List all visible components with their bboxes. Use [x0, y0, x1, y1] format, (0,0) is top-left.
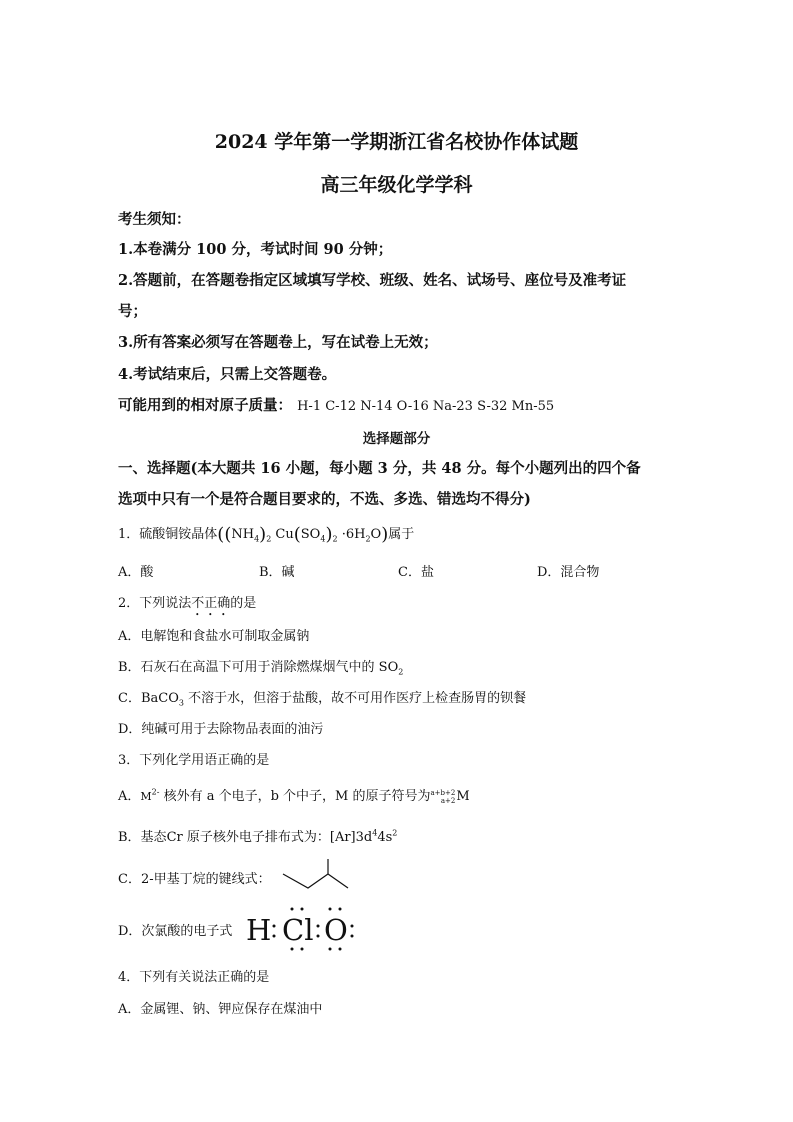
- lewis-H: H: [246, 913, 272, 947]
- q3-option-b-el: Cr: [166, 830, 183, 845]
- q3-option-a-nuclide: [431, 789, 456, 805]
- skeletal-main-chain: [283, 874, 348, 888]
- q2-option-a: A．电解饱和食盐水可制取金属钠: [118, 629, 310, 644]
- q3-option-b-conf: [Ar]3d: [329, 830, 373, 845]
- hypochlorous-lewis-structure: [246, 906, 358, 950]
- q3-option-b-b: 原子核外电子排布式为：: [182, 830, 330, 845]
- q2-option-d: D．纯碱可用于去除物品表面的油污: [118, 722, 324, 737]
- q3-option-a-symbol: M: [456, 789, 470, 804]
- atomic-mass-line: [118, 394, 554, 415]
- atomic-mass-label: 可能用到的相对原子质量：: [118, 397, 292, 414]
- q2-stem-emphasis: 不正确: [191, 596, 231, 611]
- section-heading: 选择题部分: [362, 431, 431, 447]
- lewis-O: O: [324, 913, 348, 947]
- notice-heading: 考生须知：: [118, 211, 191, 228]
- notice-item-2-cont: 号；: [118, 303, 147, 320]
- atomic-mass-values: H-1 C-12 N-14 O-16 Na-23 S-32 Mn-55: [297, 399, 555, 414]
- q4-stem: 4．下列有关说法正确的是: [118, 970, 270, 985]
- lewis-Cl: Cl: [282, 913, 314, 947]
- q3-option-b-s1: 4: [372, 828, 378, 838]
- q1-option-b: B．碱: [259, 565, 295, 580]
- dot: [273, 925, 276, 928]
- notice-item-4: 4.考试结束后，只需上交答题卷。: [118, 366, 337, 383]
- exam-subtitle: 高三年级化学学科: [320, 174, 473, 196]
- dot: [291, 948, 294, 951]
- q3-option-a-mass: a+b+2: [430, 788, 456, 797]
- q2-option-b-sub: 2: [398, 667, 404, 677]
- q1-formula: ($(NH_4)_2$ $Cu(SO_4)_2 \cdot 6H_2O$): [217, 524, 389, 545]
- q1-stem: [118, 523, 414, 545]
- q3-option-b-s2: 2: [392, 828, 398, 838]
- notice-item-1: 1.本卷满分 100 分，考试时间 90 分钟；: [118, 241, 393, 258]
- exam-title: 2024 学年第一学期浙江省名校协作体试题: [214, 131, 579, 153]
- dot: [317, 925, 320, 928]
- notice-item-2: 2.答题前，在答题卷指定区域填写学校、班级、姓名、试场号、座位号及准考证: [118, 272, 627, 289]
- q1-option-d: D．混合物: [537, 565, 600, 580]
- q3-option-b-a: B．基态: [118, 830, 167, 845]
- q1-prefix: 1．硫酸铜铵晶体: [118, 527, 218, 542]
- dot: [301, 908, 304, 911]
- q2-stem: [118, 592, 256, 619]
- q2-option-c-b: 不溶于水，但溶于盐酸，故不可用作医疗上检查肠胃的钡餐: [183, 691, 527, 706]
- notice-item-3: 3.所有答案必须写在答题卷上，写在试卷上无效；: [118, 334, 438, 351]
- q1-option-c: C．盐: [398, 565, 434, 580]
- q3-option-a-ion: M: [140, 790, 152, 803]
- section-intro-2: 选项中只有一个是符合题目要求的，不选、多选、错选均不得分): [118, 491, 531, 508]
- q3-option-b-conf2: 4s: [377, 830, 393, 845]
- q2-stem-a: 2．下列说法: [118, 596, 192, 611]
- skeletal-formula-2-methylbutane: [280, 858, 360, 894]
- dot: [339, 908, 342, 911]
- section-intro-1: 一、选择题(本大题共 16 小题，每小题 3 分，共 48 分。每个小题列出的四个备: [118, 460, 641, 477]
- dot: [351, 935, 354, 938]
- q3-option-a-text: 核外有 a 个电子，b 个中子，M 的原子符号为: [159, 789, 431, 804]
- lewis-dots: [246, 906, 358, 952]
- q3-option-a-charge: 2-: [151, 787, 160, 797]
- dot: [317, 935, 320, 938]
- dot: [291, 908, 294, 911]
- q3-stem: 3．下列化学用语正确的是: [118, 753, 270, 768]
- q2-option-c-a: C．BaCO: [118, 691, 179, 706]
- q2-option-b-text: B．石灰石在高温下可用于消除燃煤烟气中的 SO: [118, 660, 399, 675]
- q3-option-a: [118, 785, 470, 805]
- q1-suffix: 属于: [388, 527, 415, 542]
- q1-option-a: A．酸: [118, 565, 154, 580]
- dot: [329, 948, 332, 951]
- q3-option-c: C．2-甲基丁烷的键线式：: [118, 872, 271, 887]
- dot: [351, 925, 354, 928]
- q3-option-a-label: A．: [118, 789, 141, 804]
- dot: [329, 908, 332, 911]
- q2-option-c-sub: 3: [178, 698, 184, 708]
- q3-option-a-number: a+2: [440, 796, 456, 805]
- q3-option-b: [118, 826, 397, 845]
- dot: [273, 935, 276, 938]
- q2-option-c: [118, 687, 526, 708]
- dot: [339, 948, 342, 951]
- q4-option-a: A．金属锂、钠、钾应保存在煤油中: [118, 1002, 323, 1017]
- q2-option-b: [118, 656, 403, 677]
- q2-stem-b: 的是: [230, 596, 257, 611]
- dot: [301, 948, 304, 951]
- q3-option-d: D．次氯酸的电子式: [118, 924, 233, 939]
